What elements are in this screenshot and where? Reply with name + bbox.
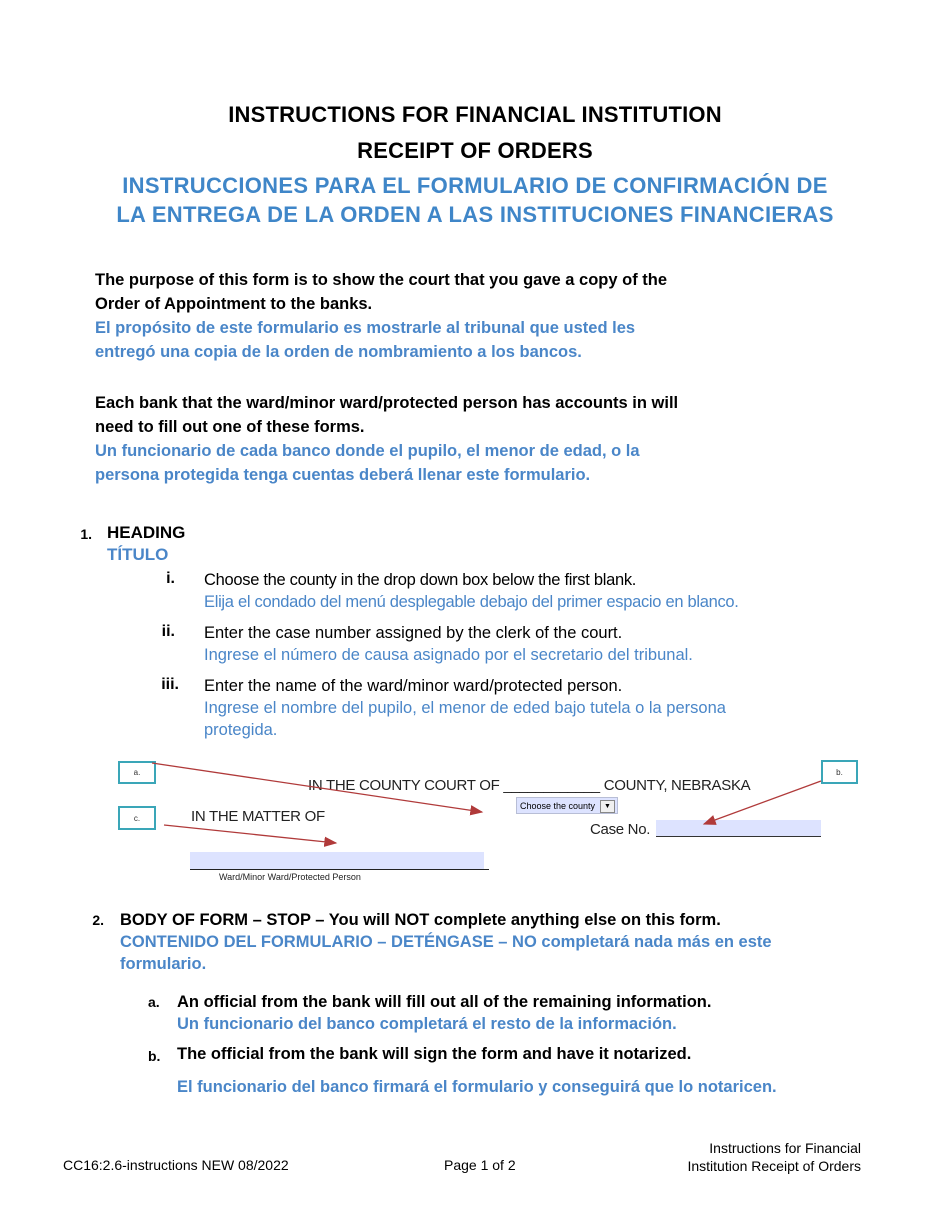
intro-es-line: entregó una copia de la orden de nombramiento a los bancos. (95, 343, 582, 361)
footer-right-line1: Instructions for Financial (709, 1140, 861, 1156)
section2-heading-es-line1: CONTENIDO DEL FORMULARIO – DETÉNGASE – NO completará nada más en este (120, 933, 772, 951)
section2-heading-es-line2: formulario. (120, 955, 207, 973)
item-b-number: b. (148, 1048, 161, 1064)
section1-heading-en: HEADING (107, 523, 186, 542)
footer-right-title (687, 1139, 861, 1175)
item-ii-es: Ingrese el número de causa asignado por el secretario del tribunal. (204, 646, 693, 664)
arrow-a (152, 763, 482, 812)
item-ii-number: ii. (161, 623, 175, 640)
title-es-line2: LA ENTREGA DE LA ORDEN A LAS INSTITUCIONES FINANCIERAS (116, 202, 834, 227)
item-i-en: Choose the county in the drop down box below the first blank. (204, 571, 637, 589)
item-iii-es-line1: Ingrese el nombre del pupilo, el menor de eded bajo tutela o la persona (204, 699, 726, 717)
item-i-number: i. (166, 570, 175, 587)
item-i-es: Elija el condado del menú desplegable debajo del primer espacio en blanco. (204, 593, 739, 611)
county-dropdown-label: Choose the county (520, 801, 596, 811)
intro-es-line: Un funcionario de cada banco donde el pupilo, el menor de edad, o la (95, 442, 640, 460)
section2-number: 2. (92, 912, 104, 928)
ward-label: Ward/Minor Ward/Protected Person (219, 872, 361, 882)
callout-box-a: a. (118, 761, 156, 784)
item-b-en: The official from the bank will sign the form and have it notarized. (177, 1045, 692, 1063)
arrow-c (164, 825, 336, 843)
title-es-line1: INSTRUCCIONES PARA EL FORMULARIO DE CONFIRMACIÓN DE (122, 173, 828, 198)
footer-page-number: Page 1 of 2 (444, 1157, 516, 1173)
item-iii-es-line2: protegida. (204, 721, 278, 739)
chevron-down-icon[interactable]: ▼ (600, 800, 615, 813)
item-a (177, 991, 711, 1035)
item-a-es: Un funcionario del banco completará el resto de la información. (177, 1015, 677, 1033)
callout-box-b: b. (821, 760, 858, 784)
title-en-line1: INSTRUCTIONS FOR FINANCIAL INSTITUTION (228, 102, 722, 127)
callout-box-c: c. (118, 806, 156, 830)
item-a-number: a. (148, 994, 160, 1010)
matter-label: IN THE MATTER OF (191, 808, 325, 825)
intro-en-line: The purpose of this form is to show the court that you gave a copy of the (95, 271, 668, 289)
intro-es-line: persona protegida tenga cuentas deberá llenar este formulario. (95, 466, 591, 484)
title-en-line2: RECEIPT OF ORDERS (357, 138, 593, 163)
section2-heading (120, 909, 772, 975)
footer-right-line2: Institution Receipt of Orders (687, 1158, 861, 1174)
intro-en-line: need to fill out one of these forms. (95, 418, 365, 436)
section1-number: 1. (80, 526, 92, 542)
section2-heading-en: BODY OF FORM – STOP – You will NOT complete anything else on this form. (120, 911, 721, 929)
item-ii-en: Enter the case number assigned by the clerk of the court. (204, 624, 623, 642)
intro-en-line: Each bank that the ward/minor ward/protected person has accounts in will (95, 394, 679, 412)
arrow-b (704, 781, 821, 824)
footer-form-id: CC16:2.6-instructions NEW 08/2022 (63, 1157, 289, 1173)
intro-es-line: El propósito de este formulario es mostrarle al tribunal que usted les (95, 319, 636, 337)
case-no-label: Case No. (590, 821, 651, 838)
section1-heading-es: TÍTULO (107, 545, 169, 564)
item-iii-number: iii. (161, 676, 179, 693)
item-iii-en: Enter the name of the ward/minor ward/protected person. (204, 677, 623, 695)
item-a-en: An official from the bank will fill out all of the remaining information. (177, 993, 712, 1011)
item-b-es: El funcionario del banco firmará el formulario y conseguirá que lo notaricen. (177, 1078, 777, 1096)
intro-en-line: Order of Appointment to the banks. (95, 295, 373, 313)
court-heading-line: IN THE COUNTY COURT OF ____________ COUNTY, NEBRASKA (308, 777, 751, 794)
